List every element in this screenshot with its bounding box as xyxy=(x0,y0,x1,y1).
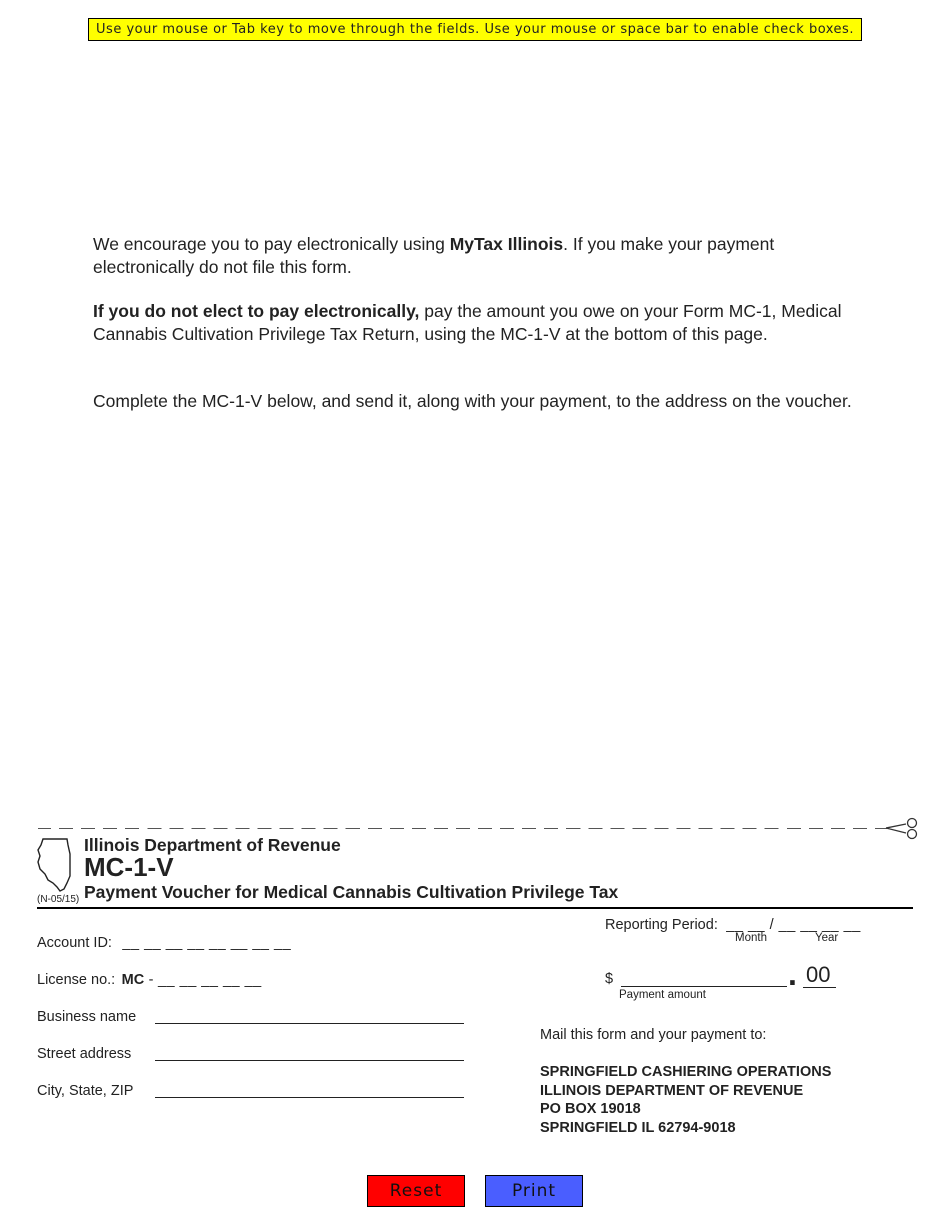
license-label: License no.: xyxy=(37,972,116,988)
license-prefix: MC xyxy=(121,972,145,988)
account-id-row xyxy=(37,934,291,952)
decimal-point: . xyxy=(788,956,797,992)
header-rule xyxy=(37,907,913,909)
illinois-map-icon xyxy=(34,836,74,894)
cents-underline xyxy=(803,987,836,988)
intro-text: pay the amount you owe on your Form MC-1, Medical Cannabis Cultivation Privilege Tax Return, using the MC-1-V at the bottom of this page. xyxy=(93,301,842,344)
business-name-field[interactable] xyxy=(155,1023,464,1024)
mytax-link-text: MyTax Illinois xyxy=(449,234,564,254)
intro-text: . If you make your payment electronically do not file this form. xyxy=(93,234,775,277)
mailing-address xyxy=(540,1063,831,1137)
cut-line xyxy=(38,828,890,829)
cents-value: 00 xyxy=(806,962,831,987)
business-name-label: Business name xyxy=(37,1009,137,1025)
account-id-field[interactable]: __ __ __ __ __ __ __ __ xyxy=(122,935,292,951)
intro-bold-text: If you do not elect to pay electronically, xyxy=(93,301,420,321)
license-field[interactable]: __ __ __ __ __ xyxy=(157,972,262,988)
voucher-title: Payment Voucher for Medical Cannabis Cultivation Privilege Tax xyxy=(84,882,619,902)
print-button[interactable]: Print xyxy=(485,1175,583,1207)
instruction-banner: Use your mouse or Tab key to move through the fields. Use your mouse or space bar to enable check boxes. xyxy=(88,18,862,41)
address-line: ILLINOIS DEPARTMENT OF REVENUE xyxy=(540,1082,804,1099)
form-number: MC-1-V xyxy=(84,852,174,882)
agency-name: Illinois Department of Revenue xyxy=(84,835,341,855)
license-dash: - xyxy=(148,972,154,988)
scissors-icon xyxy=(884,815,922,841)
payment-amount-label: Payment amount xyxy=(619,989,706,1001)
city-state-zip-field[interactable] xyxy=(155,1097,464,1098)
payment-amount-field[interactable] xyxy=(621,986,787,987)
revision-date: (N-05/15) xyxy=(37,894,80,905)
city-state-zip-label: City, State, ZIP xyxy=(37,1083,134,1099)
account-id-label: Account ID: xyxy=(37,935,112,951)
reporting-period-label: Reporting Period: xyxy=(605,917,718,933)
dollar-sign: $ xyxy=(605,971,614,987)
reset-button[interactable]: Reset xyxy=(367,1175,465,1207)
intro-paragraph-3 xyxy=(93,390,863,413)
month-label: Month xyxy=(735,932,767,944)
intro-paragraph-2 xyxy=(93,300,863,345)
street-address-field[interactable] xyxy=(155,1060,464,1061)
intro-paragraph-1 xyxy=(93,233,863,278)
address-line: SPRINGFIELD CASHIERING OPERATIONS xyxy=(540,1064,832,1080)
year-label: Year xyxy=(815,932,839,944)
intro-text: Complete the MC-1-V below, and send it, along with your payment, to the address on the voucher. xyxy=(93,391,852,411)
address-line: SPRINGFIELD IL 62794-9018 xyxy=(540,1119,736,1136)
reporting-period-field[interactable]: __ __ / __ __ __ __ xyxy=(726,917,861,933)
mail-instruction: Mail this form and your payment to: xyxy=(540,1027,767,1043)
address-line: PO BOX 19018 xyxy=(540,1101,641,1117)
street-address-label: Street address xyxy=(37,1046,132,1062)
license-row xyxy=(37,971,262,989)
intro-text: We encourage you to pay electronically using xyxy=(93,234,450,254)
